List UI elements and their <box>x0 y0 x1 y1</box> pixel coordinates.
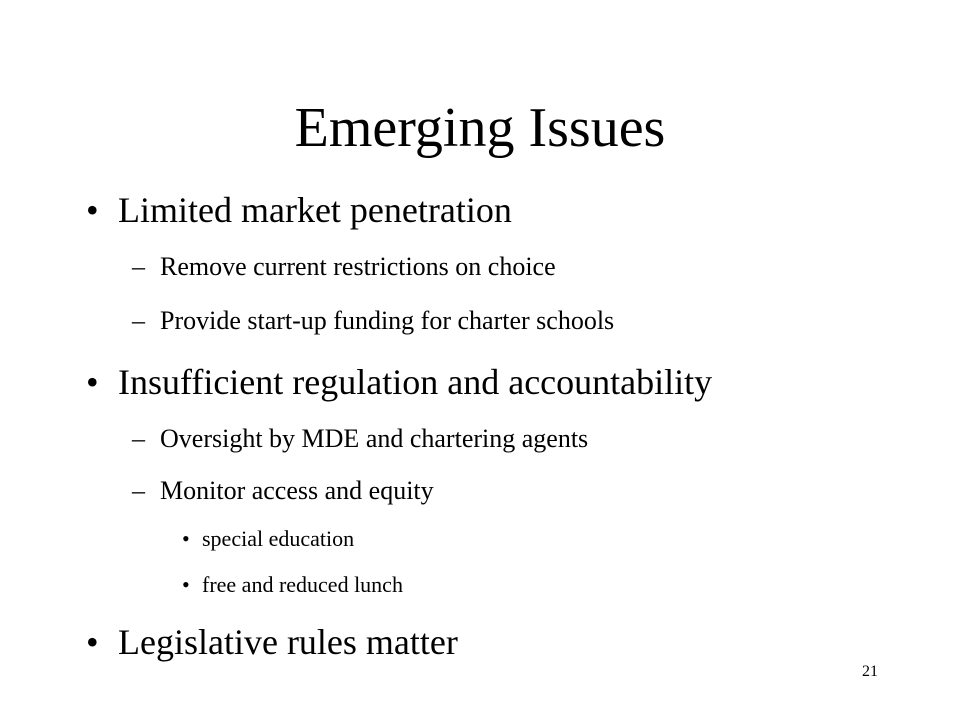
sub-bullet-item <box>132 252 556 282</box>
sub-bullet-text: Oversight by MDE and chartering agents <box>160 424 589 453</box>
bullet-item <box>86 190 512 230</box>
bullet-text: Limited market penetration <box>118 190 512 230</box>
sub-sub-bullet-item <box>182 572 403 598</box>
sub-bullet-text: Monitor access and equity <box>160 476 434 505</box>
page-number: 21 <box>862 663 878 680</box>
sub-bullet-item <box>132 476 434 506</box>
dash-marker: – <box>132 252 145 281</box>
bullet-marker: • <box>182 572 190 597</box>
bullet-marker: • <box>182 526 190 551</box>
sub-sub-bullet-item <box>182 526 354 552</box>
bullet-marker: • <box>86 622 99 662</box>
sub-sub-bullet-text: free and reduced lunch <box>202 572 403 597</box>
slide-title: Emerging Issues <box>294 97 666 159</box>
sub-bullet-text: Provide start-up funding for charter schools <box>160 306 615 335</box>
bullet-marker: • <box>86 362 99 402</box>
bullet-text: Insufficient regulation and accountability <box>118 362 713 402</box>
bullet-text: Legislative rules matter <box>118 622 458 662</box>
sub-bullet-item <box>132 306 614 336</box>
bullet-item <box>86 622 458 662</box>
sub-sub-bullet-text: special education <box>202 526 355 551</box>
dash-marker: – <box>132 424 145 453</box>
sub-bullet-item <box>132 424 588 454</box>
bullet-marker: • <box>86 190 99 230</box>
dash-marker: – <box>132 306 145 335</box>
dash-marker: – <box>132 476 145 505</box>
sub-bullet-text: Remove current restrictions on choice <box>160 252 556 281</box>
bullet-item <box>86 362 712 402</box>
